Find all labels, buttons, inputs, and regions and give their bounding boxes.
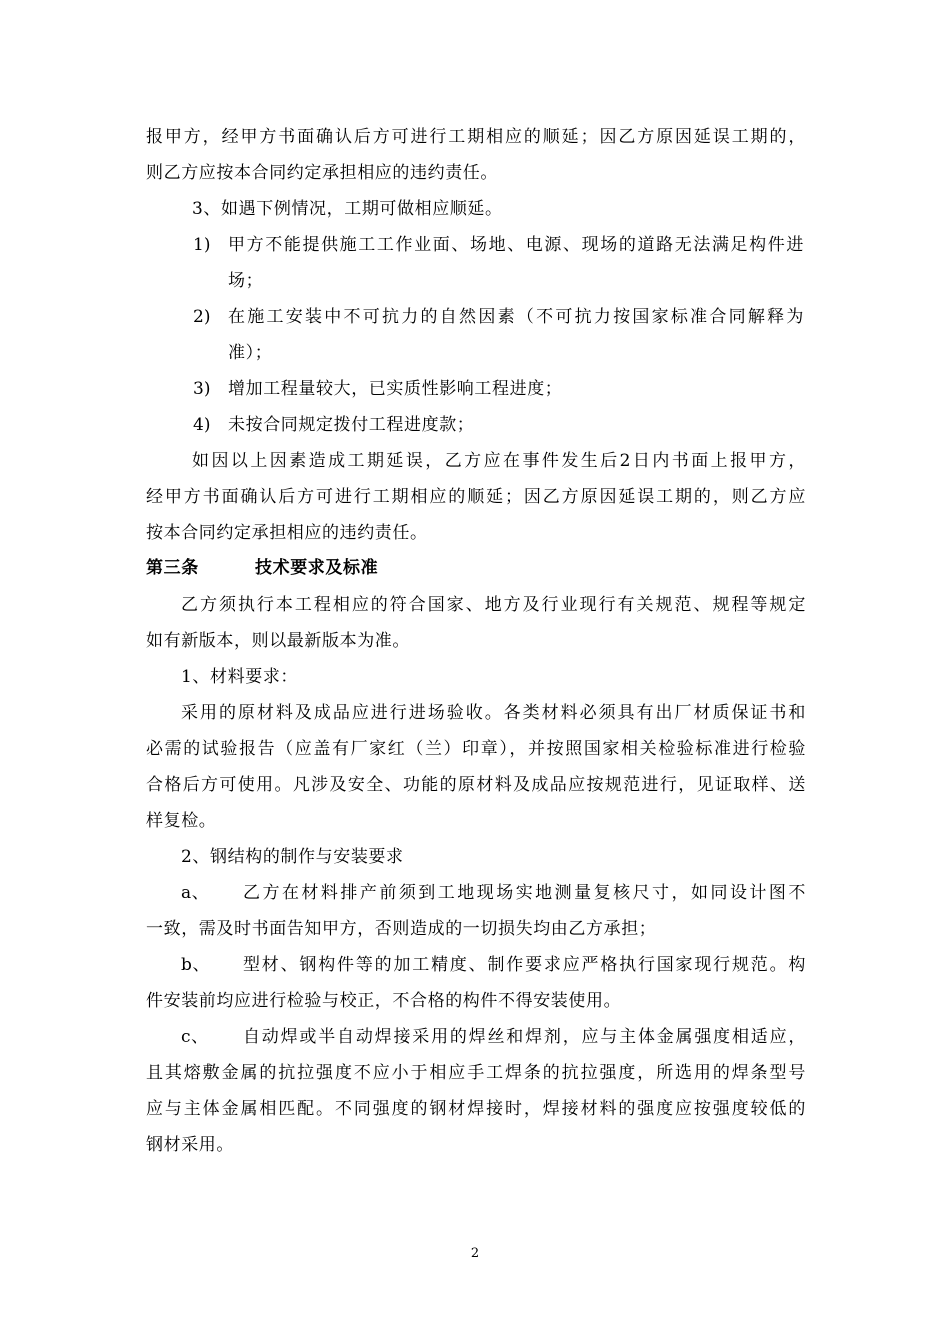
paragraph-line: 乙方须执行本工程相应的符合国家、地方及行业现行有关规范、规程等规定 <box>181 595 806 615</box>
paragraph-line: 钢材采用。 <box>146 1135 234 1155</box>
paragraph-line: 件安装前均应进行检验与校正，不合格的构件不得安装使用。 <box>146 991 622 1011</box>
paragraph-line: 自动焊或半自动焊接采用的焊丝和焊剂，应与主体金属强度相适应， <box>243 1027 806 1047</box>
sub-item-number: 2) <box>193 307 211 327</box>
item-label: b、 <box>181 955 211 975</box>
sub-item-number: 3) <box>193 379 211 399</box>
sub-item-text: 增加工程量较大，已实质性影响工程进度； <box>228 379 563 399</box>
paragraph-line: 且其熔敷金属的抗拉强度不应小于相应手工焊条的抗拉强度，所选用的焊条型号 <box>146 1063 806 1083</box>
list-item: 1、材料要求： <box>181 667 299 687</box>
sub-item-text: 准）； <box>228 343 273 363</box>
paragraph-line: 必需的试验报告（应盖有厂家红（兰）印章），并按照国家相关检验标准进行检验 <box>146 739 806 759</box>
item-label: a、 <box>181 883 210 903</box>
sub-item-text: 未按合同规定拨付工程进度款； <box>228 415 475 435</box>
article-title: 技术要求及标准 <box>255 558 379 578</box>
article-number: 第三条 <box>146 558 199 578</box>
paragraph-line: 乙方在材料排产前须到工地现场实地测量复核尺寸，如同设计图不 <box>243 883 806 903</box>
page-number: 2 <box>470 1246 480 1261</box>
sub-item-number: 1) <box>193 235 211 255</box>
sub-item-text: 场； <box>228 271 264 291</box>
paragraph-line: 一致，需及时书面告知甲方，否则造成的一切损失均由乙方承担； <box>146 919 657 939</box>
item-label: c、 <box>181 1027 209 1047</box>
paragraph-line: 如因以上因素造成工期延误，乙方应在事件发生后2日内书面上报甲方， <box>192 451 806 471</box>
paragraph-line: 应与主体金属相匹配。不同强度的钢材焊接时，焊接材料的强度应按强度较低的 <box>146 1099 806 1119</box>
paragraph-line: 采用的原材料及成品应进行进场验收。各类材料必须具有出厂材质保证书和 <box>181 703 806 723</box>
paragraph-line: 样复检。 <box>146 811 217 831</box>
paragraph-line: 经甲方书面确认后方可进行工期相应的顺延；因乙方原因延误工期的，则乙方应 <box>146 487 806 507</box>
paragraph-line: 型材、钢构件等的加工精度、制作要求应严格执行国家现行规范。构 <box>243 955 806 975</box>
list-item: 2、钢结构的制作与安装要求 <box>181 847 404 867</box>
paragraph-line: 合格后方可使用。凡涉及安全、功能的原材料及成品应按规范进行，见证取样、送 <box>146 775 806 795</box>
paragraph-line: 则乙方应按本合同约定承担相应的违约责任。 <box>146 163 498 183</box>
paragraph-line: 按本合同约定承担相应的违约责任。 <box>146 523 428 543</box>
sub-item-text: 甲方不能提供施工工作业面、场地、电源、现场的道路无法满足构件进 <box>228 235 804 255</box>
paragraph-line: 报甲方，经甲方书面确认后方可进行工期相应的顺延；因乙方原因延误工期的， <box>146 127 806 147</box>
paragraph-line: 如有新版本，则以最新版本为准。 <box>146 631 410 651</box>
sub-item-text: 在施工安装中不可抗力的自然因素（不可抗力按国家标准合同解释为 <box>228 307 804 327</box>
list-item: 3、如遇下例情况，工期可做相应顺延。 <box>192 199 503 219</box>
sub-item-number: 4) <box>193 415 211 435</box>
